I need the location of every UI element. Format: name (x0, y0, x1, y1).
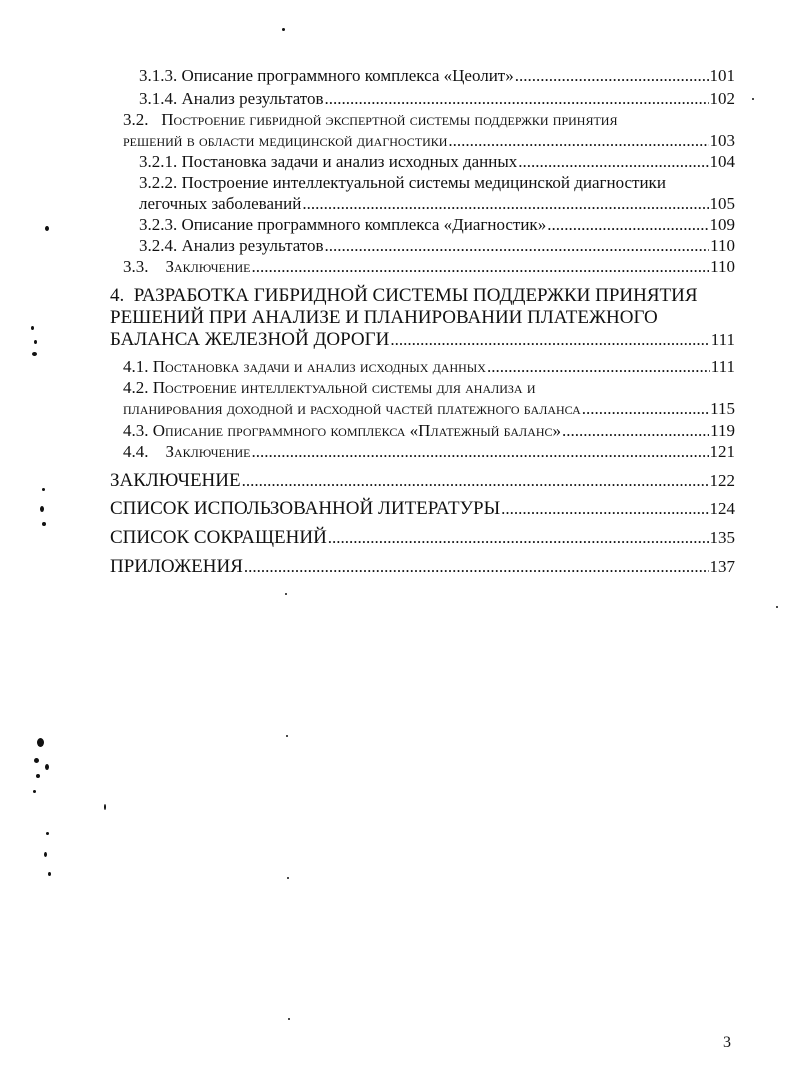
toc-entry-4-2-line1: 4.2. Построение интеллектуальной системы для анализа и (123, 378, 536, 397)
toc-entry-page: 121 (709, 442, 735, 461)
toc-entry-page: 101 (709, 66, 735, 85)
toc-entry-label: 3.1.3. Описание программного комплекса «Цеолит» (139, 66, 514, 85)
leader-dots (252, 258, 710, 275)
toc-entry-label: БАЛАНСА ЖЕЛЕЗНОЙ ДОРОГИ (110, 329, 390, 350)
toc-entry-3-2-1[interactable] (139, 153, 735, 170)
leader-dots (515, 67, 709, 84)
toc-entry-3-1-4[interactable] (139, 90, 735, 107)
toc-entry-label: 3.2.1. Постановка задачи и анализ исходных данных (139, 152, 518, 171)
leader-dots (582, 400, 709, 417)
toc-entry-page: 137 (709, 557, 735, 576)
toc-entry-page: 110 (710, 236, 735, 255)
toc-entry-label: 3.2.4. Анализ результатов (139, 236, 324, 255)
toc-entry-label: планирования доходной и расходной частей платежного баланса (123, 399, 581, 418)
toc-entry-label: легочных заболеваний (139, 194, 302, 213)
toc-entry-label: 3.1.4. Анализ результатов (139, 89, 324, 108)
leader-dots (328, 529, 709, 546)
leader-dots (325, 90, 709, 107)
toc-entry-conclusion[interactable] (110, 471, 735, 490)
toc-entry-page: 109 (709, 215, 735, 234)
leader-dots (547, 216, 708, 233)
toc-entry-references[interactable] (110, 499, 735, 518)
leader-dots (244, 558, 709, 575)
toc-entry-label: 4.1. Постановка задачи и анализ исходных данных (123, 357, 486, 376)
toc-entry-4-4[interactable] (123, 443, 735, 460)
leader-dots (518, 153, 708, 170)
toc-entry-3-3[interactable] (123, 258, 735, 275)
toc-entry-page: 111 (710, 330, 735, 349)
leader-dots (242, 472, 709, 489)
toc-entry-3-2-3[interactable] (139, 216, 735, 233)
leader-dots (325, 237, 710, 254)
toc-entry-3-2-4[interactable] (139, 237, 735, 254)
toc-entry-page: 111 (710, 357, 735, 376)
leader-dots (448, 132, 708, 149)
toc-entry-page: 102 (709, 89, 735, 108)
toc-entry-page: 124 (709, 499, 735, 518)
leader-dots (302, 195, 708, 212)
leader-dots (501, 500, 708, 517)
toc-entry-label: решений в области медицинской диагностики (123, 131, 448, 150)
toc-entry-4[interactable] (110, 330, 735, 349)
toc-entry-page: 103 (709, 131, 735, 150)
toc-entry-3-2-line1: 3.2. Построение гибридной экспертной системы поддержки принятия (123, 110, 618, 129)
leader-dots (487, 358, 710, 375)
toc-entry-3-2[interactable] (123, 132, 735, 149)
toc-entry-page: 104 (709, 152, 735, 171)
leader-dots (562, 422, 709, 439)
toc-entry-4-1[interactable] (123, 358, 735, 375)
toc-entry-label: СПИСОК СОКРАЩЕНИЙ (110, 527, 327, 548)
toc-entry-label: 4.4. Заключение (123, 442, 251, 461)
toc-entry-3-2-2[interactable] (139, 195, 735, 212)
toc-entry-page: 105 (709, 194, 735, 213)
toc-entry-page: 110 (710, 257, 735, 276)
toc-entry-label: 3.3. Заключение (123, 257, 251, 276)
toc-entry-4-line1: 4. РАЗРАБОТКА ГИБРИДНОЙ СИСТЕМЫ ПОДДЕРЖКИ ПРИНЯТИЯ (110, 285, 698, 306)
toc-entry-page: 122 (709, 471, 735, 490)
toc-entry-page: 135 (709, 528, 735, 547)
page-number: 3 (723, 1034, 731, 1051)
toc-entry-4-3[interactable] (123, 422, 735, 439)
toc-entry-abbreviations[interactable] (110, 528, 735, 547)
toc-entry-page: 115 (710, 399, 735, 418)
toc-entry-4-2[interactable] (123, 400, 735, 417)
toc-entry-label: СПИСОК ИСПОЛЬЗОВАННОЙ ЛИТЕРАТУРЫ (110, 498, 501, 519)
toc-entry-page: 119 (710, 421, 735, 440)
toc-entry-label: 4.3. Описание программного комплекса «Платежный баланс» (123, 421, 562, 440)
toc-entry-appendices[interactable] (110, 557, 735, 576)
leader-dots (252, 443, 709, 460)
toc-entry-3-2-2-line1: 3.2.2. Построение интеллектуальной системы медицинской диагностики (139, 173, 666, 192)
toc-entry-3-1-3[interactable] (139, 67, 735, 84)
toc-entry-label: 3.2.3. Описание программного комплекса «Диагностик» (139, 215, 547, 234)
toc-entry-label: ПРИЛОЖЕНИЯ (110, 556, 243, 577)
toc-entry-4-line2: РЕШЕНИЙ ПРИ АНАЛИЗЕ И ПЛАНИРОВАНИИ ПЛАТЕЖНОГО (110, 307, 658, 328)
toc-entry-label: ЗАКЛЮЧЕНИЕ (110, 470, 241, 491)
leader-dots (390, 331, 709, 348)
